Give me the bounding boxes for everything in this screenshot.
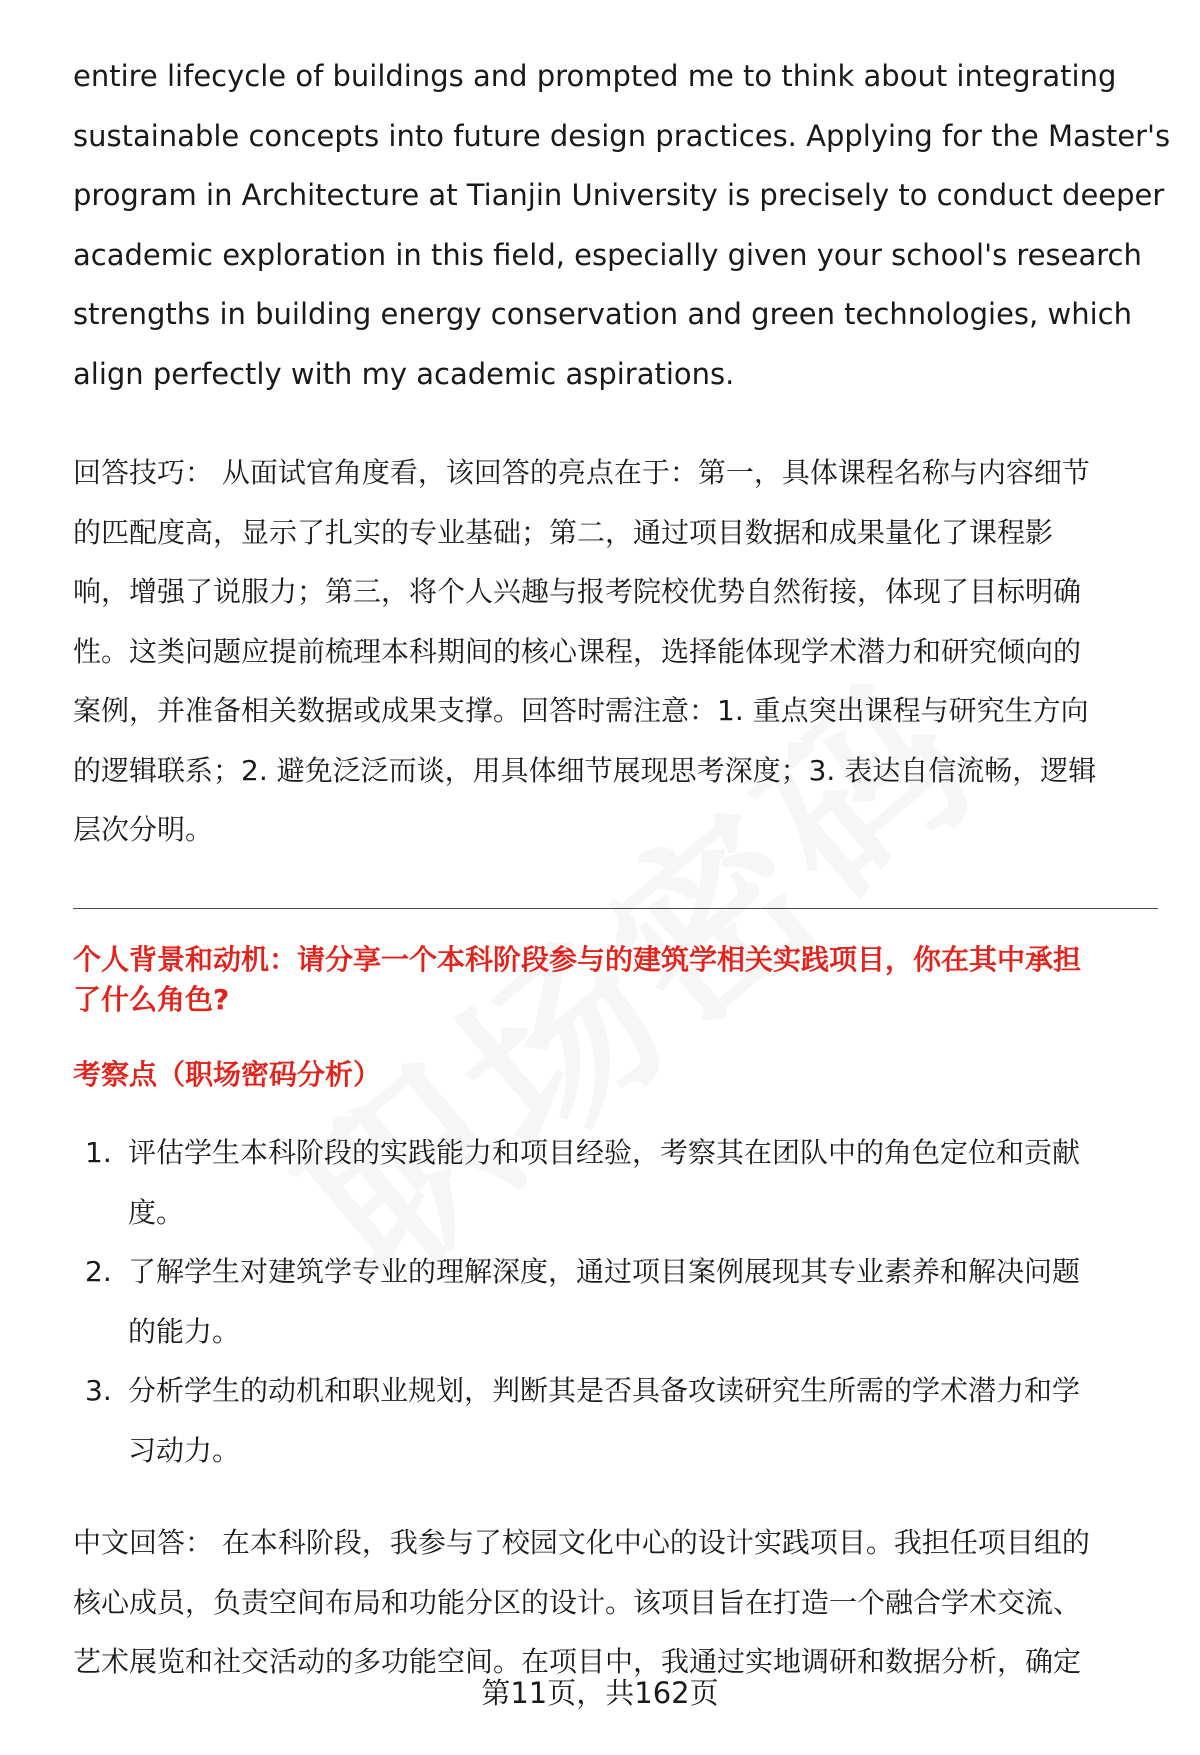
text-line: 习动力。 [128, 1433, 241, 1467]
text-line: 案例，并准备相关数据或成果支撑。回答时需注意：1. 重点突出课程与研究生方向 [73, 694, 1089, 727]
answer-tips-section [73, 443, 1158, 860]
text-line: academic exploration in this field, especially given your school's research [73, 237, 1142, 272]
answer-tips-paragraph [73, 443, 1158, 860]
chinese-answer-paragraph [73, 1513, 1158, 1692]
text-line: 的逻辑联系；2. 避免泛泛而谈，用具体细节展现思考深度；3. 表达自信流畅，逻辑 [73, 753, 1097, 787]
text-line: 个人背景和动机：请分享一个本科阶段参与的建筑学相关实践项目，你在其中承担 [73, 943, 1082, 976]
analysis-heading-block [73, 1055, 1158, 1095]
analysis-heading-text: 考察点（职场密码分析） [73, 1058, 382, 1091]
text-line: 响，增强了说服力；第三，将个人兴趣与报考院校优势自然衔接，体现了目标明确 [73, 575, 1082, 608]
text-line: align perfectly with my academic aspirations. [73, 356, 735, 391]
list-number: 2. [85, 1255, 112, 1288]
question-heading [73, 940, 1158, 1020]
text-line: 回答技巧： 从面试官角度看，该回答的亮点在于：第一，具体课程名称与内容细节 [73, 456, 1090, 489]
analysis-heading [73, 1055, 1158, 1095]
list-number: 1. [85, 1136, 112, 1169]
text-line: 艺术展览和社交活动的多功能空间。在项目中，我通过实地调研和数据分析，确定 [73, 1645, 1082, 1678]
text-line: sustainable concepts into future design practices. Applying for the Master's [73, 118, 1171, 153]
text-line: 的匹配度高，显示了扎实的专业基础；第二，通过项目数据和成果量化了课程影 [73, 515, 1054, 549]
list-number: 3. [85, 1374, 112, 1407]
text-line: 的能力。 [128, 1314, 241, 1348]
text-line: strengths in building energy conservation and green technologies, which [73, 297, 1132, 331]
question-title [73, 940, 1158, 1020]
text-line: 了解学生对建筑学专业的理解深度，通过项目案例展现其专业素养和解决问题 [128, 1255, 1081, 1288]
list-item [73, 1242, 1158, 1361]
english-answer-paragraph [73, 47, 1171, 404]
list-item [73, 1361, 1158, 1480]
section-divider [73, 908, 1158, 909]
page-number-footer: 第11页，共162页 [481, 1676, 719, 1710]
text-line: 分析学生的动机和职业规划，判断其是否具备攻读研究生所需的学术潜力和学 [128, 1374, 1081, 1407]
chinese-answer-section [73, 1513, 1158, 1692]
analysis-list [73, 1123, 1158, 1480]
text-line: 评估学生本科阶段的实践能力和项目经验，考察其在团队中的角色定位和贡献 [128, 1136, 1081, 1169]
text-line: program in Architecture at Tianjin University is precisely to conduct deeper [73, 178, 1165, 212]
english-answer-continuation [73, 47, 1171, 404]
text-line: 中文回答： 在本科阶段，我参与了校园文化中心的设计实践项目。我担任项目组的 [73, 1526, 1090, 1559]
text-line: 核心成员，负责空间布局和功能分区的设计。该项目旨在打造一个融合学术交流、 [73, 1585, 1082, 1619]
text-line: 层次分明。 [73, 813, 214, 846]
text-line: 度。 [128, 1195, 185, 1229]
list-item [73, 1123, 1158, 1242]
text-line: 了什么角色? [73, 983, 230, 1016]
text-line: entire lifecycle of buildings and prompted me to think about integrating [73, 59, 1117, 93]
text-line: 性。这类问题应提前梳理本科期间的核心课程，选择能体现学术潜力和研究倾向的 [73, 634, 1082, 668]
